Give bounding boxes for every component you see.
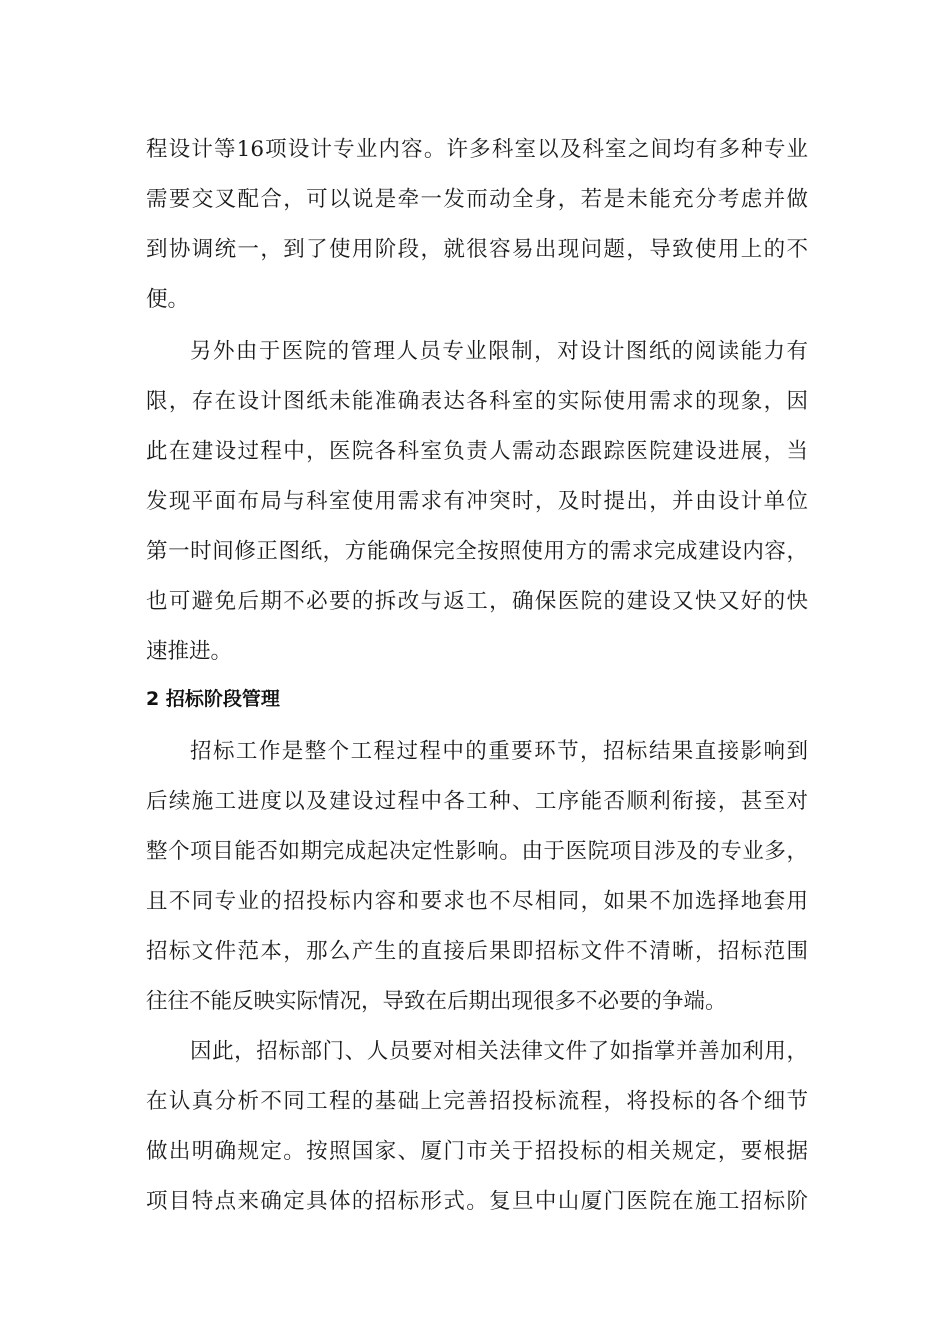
text-line: 也可避免后期不必要的拆改与返工，确保医院的建设又快又好的快 <box>146 589 808 614</box>
text-line: 便。 <box>146 287 190 312</box>
text-line: 另外由于医院的管理人员专业限制，对设计图纸的阅读能力有 <box>190 339 808 364</box>
text-line: 后续施工进度以及建设过程中各工种、工序能否顺利衔接，甚至对 <box>146 789 808 814</box>
text-line: 做出明确规定。按照国家、厦门市关于招投标的相关规定，要根据 <box>146 1139 808 1164</box>
text-line: 项目特点来确定具体的招标形式。复旦中山厦门医院在施工招标阶 <box>146 1189 808 1214</box>
text-line: 速推进。 <box>146 639 233 664</box>
text-line: 第一时间修正图纸，方能确保完全按照使用方的需求完成建设内容， <box>146 539 808 564</box>
text-line: 且不同专业的招投标内容和要求也不尽相同，如果不加选择地套用 <box>146 889 808 914</box>
text-line: 需要交叉配合，可以说是牵一发而动全身，若是未能充分考虑并做 <box>146 187 808 212</box>
text-line: 程设计等16项设计专业内容。许多科室以及科室之间均有多种专业 <box>146 137 808 162</box>
text-line: 在认真分析不同工程的基础上完善招投标流程，将投标的各个细节 <box>146 1089 808 1114</box>
section-heading: 2 招标阶段管理 <box>146 688 280 710</box>
text-line: 招标文件范本，那么产生的直接后果即招标文件不清晰，招标范围 <box>146 939 808 964</box>
text-line: 发现平面布局与科室使用需求有冲突时，及时提出，并由设计单位 <box>146 489 808 514</box>
text-line: 招标工作是整个工程过程中的重要环节，招标结果直接影响到 <box>190 739 808 764</box>
text-line: 此在建设过程中，医院各科室负责人需动态跟踪医院建设进展，当 <box>146 439 808 464</box>
text-line: 到协调统一，到了使用阶段，就很容易出现问题，导致使用上的不 <box>146 237 808 262</box>
text-line: 因此，招标部门、人员要对相关法律文件了如指掌并善加利用， <box>190 1039 808 1064</box>
text-line: 往往不能反映实际情况，导致在后期出现很多不必要的争端。 <box>146 989 727 1014</box>
text-line: 整个项目能否如期完成起决定性影响。由于医院项目涉及的专业多， <box>146 839 808 864</box>
text-line: 限，存在设计图纸未能准确表达各科室的实际使用需求的现象，因 <box>146 389 808 414</box>
